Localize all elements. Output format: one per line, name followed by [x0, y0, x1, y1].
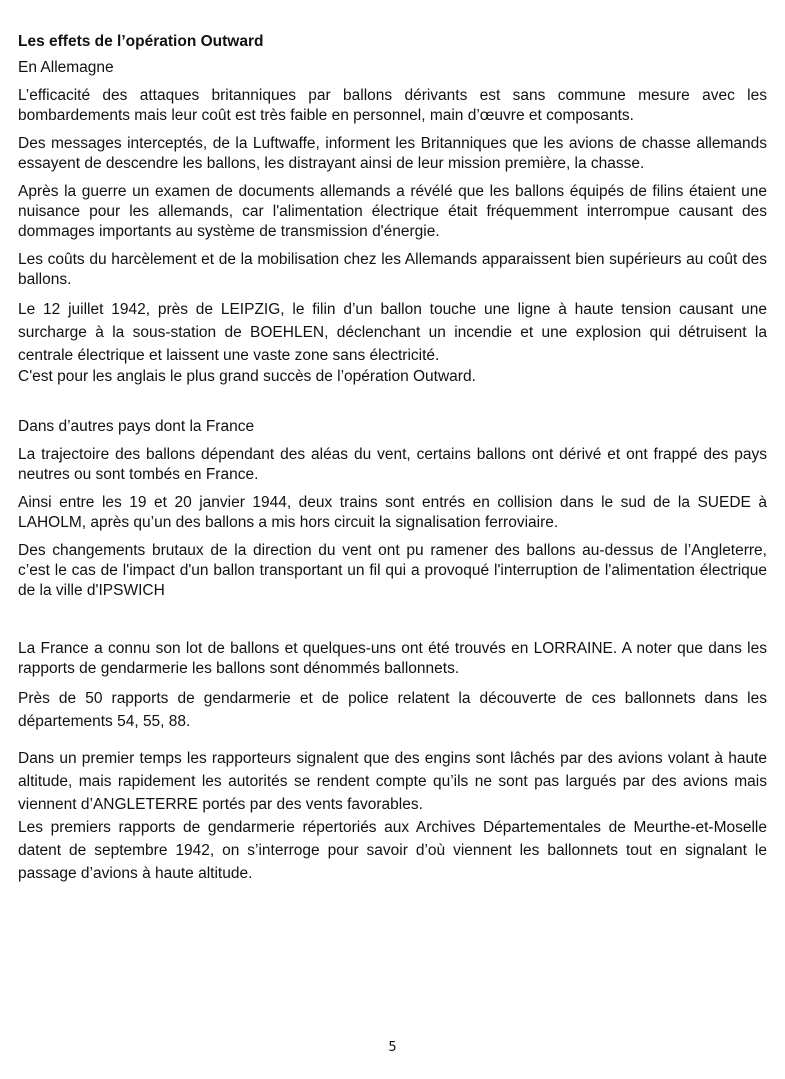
paragraph: Ainsi entre les 19 et 20 janvier 1944, deux trains sont entrés en collision dans le sud de la SUEDE à LAHOLM, après qu’un des ballons a mis hors circuit la signalisation ferroviaire. [18, 494, 767, 531]
page-number: 5 [388, 1040, 397, 1055]
paragraph: Des messages interceptés, de la Luftwaffe, informent les Britanniques que les avions de chasse allemands essayent de descendre les ballons, les distrayant ainsi de leur mission première, la chasse. [18, 135, 767, 172]
paragraph: Des changements brutaux de la direction du vent ont pu ramener des ballons au-dessus de l’Angleterre, c’est le cas de l'impact d'un ballon transportant un fil qui a provoqué l'interruption de l'alimentation électrique de la ville d'IPSWICH [18, 542, 767, 599]
paragraph: Le 12 juillet 1942, près de LEIPZIG, le filin d’un ballon touche une ligne à haute tension causant une surcharge à la sous-station de BOEHLEN, déclenchant un incendie et une explosion qui détruisent la centrale électrique et laissent une vaste zone sans électricité. [18, 301, 767, 364]
section-heading-allemagne: En Allemagne [18, 59, 114, 76]
paragraph: L’efficacité des attaques britanniques par ballons dérivants est sans commune mesure avec les bombardements mais leur coût est très faible en personnel, main d’œuvre et composants. [18, 87, 767, 124]
document-page [18, 32, 767, 893]
paragraph: La trajectoire des ballons dépendant des aléas du vent, certains ballons ont dérivé et ont frappé des pays neutres ou sont tombés en France. [18, 446, 767, 483]
paragraph: Les premiers rapports de gendarmerie répertoriés aux Archives Départementales de Meurthe-et-Moselle datent de septembre 1942, on s’interroge pour savoir d’où viennent les ballonnets tout en signalant le passage d’avions à haute altitude. [18, 819, 767, 882]
paragraph: La France a connu son lot de ballons et quelques-uns ont été trouvés en LORRAINE. A noter que dans les rapports de gendarmerie les ballons sont dénommés ballonnets. [18, 640, 767, 677]
spacer [18, 395, 767, 417]
spacer [18, 609, 767, 639]
paragraph: C'est pour les anglais le plus grand succès de l’opération Outward. [18, 368, 476, 385]
paragraph: Dans un premier temps les rapporteurs signalent que des engins sont lâchés par des avions volant à haute altitude, mais rapidement les autorités se rendent compte qu’ils ne sont pas largués par des avions mais viennent d’ANGLETERRE portés par des vents favorables. [18, 750, 767, 813]
document-title: Les effets de l’opération Outward [18, 33, 264, 50]
paragraph: Les coûts du harcèlement et de la mobilisation chez les Allemands apparaissent bien supérieurs au coût des ballons. [18, 251, 767, 288]
section-heading-autres-pays: Dans d’autres pays dont la France [18, 418, 255, 435]
paragraph: Près de 50 rapports de gendarmerie et de police relatent la découverte de ces ballonnets dans les départements 54, 55, 88. [18, 690, 767, 730]
paragraph: Après la guerre un examen de documents allemands a révélé que les ballons équipés de filins étaient une nuisance pour les allemands, car l'alimentation électrique était fréquemment interrompue causant des dommages importants au système de transmission d'énergie. [18, 183, 767, 240]
